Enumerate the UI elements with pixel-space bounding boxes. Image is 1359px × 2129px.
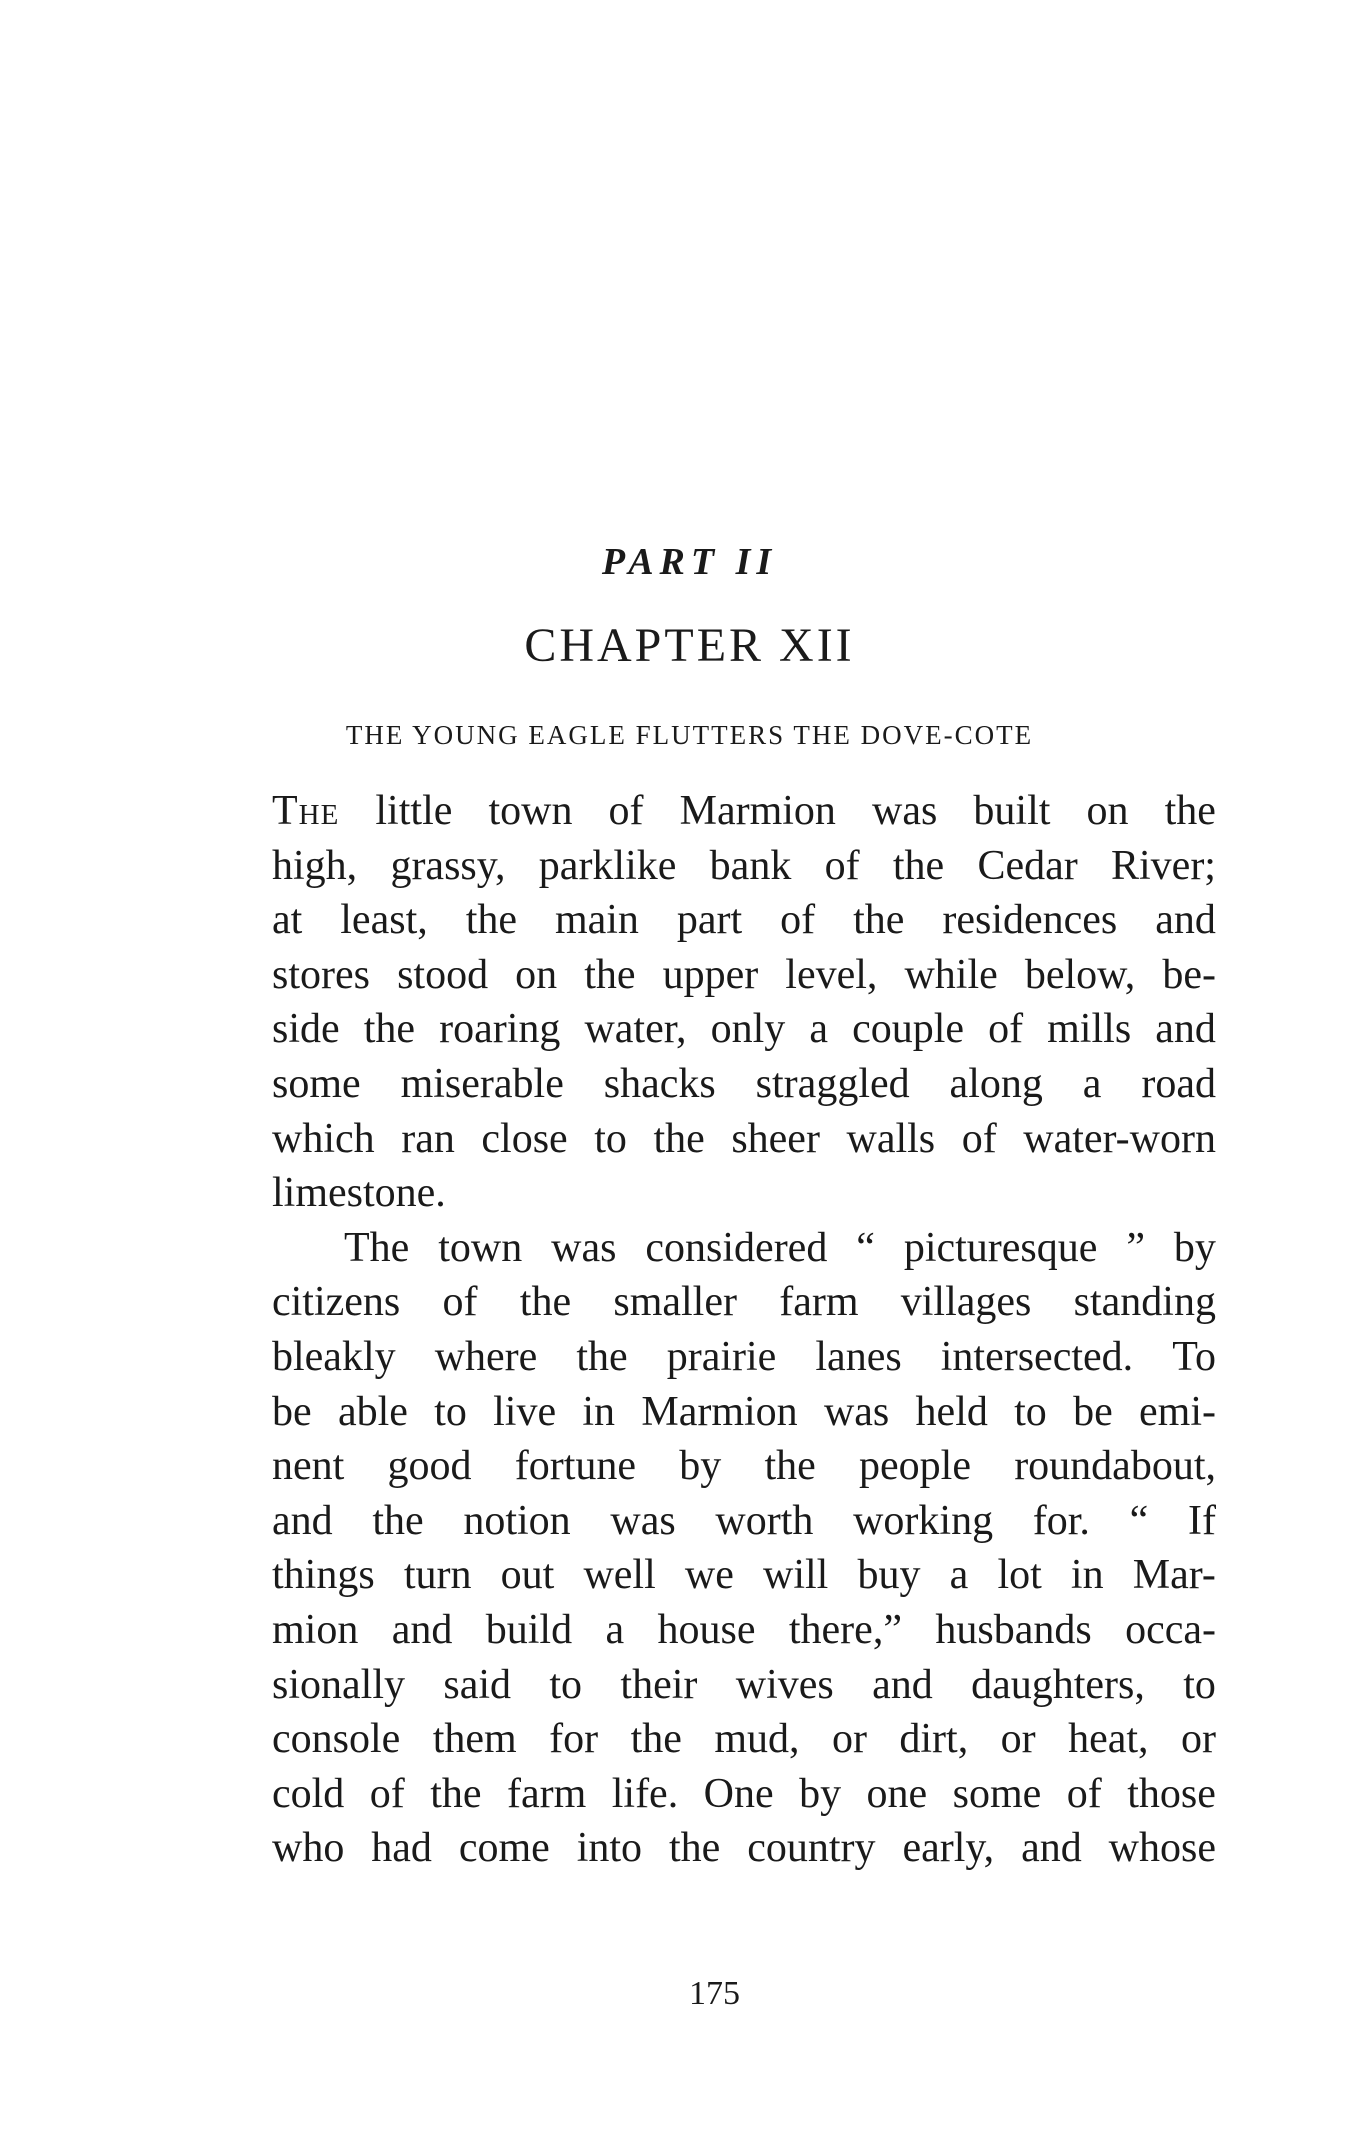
text-line: stores stood on the upper level, while below, be-	[272, 951, 1216, 998]
text-line: things turn out well we will buy a lot in Mar-	[272, 1552, 1216, 1599]
text-line: which ran close to the sheer walls of water-worn	[272, 1115, 1216, 1162]
part-heading: PART II	[601, 541, 778, 583]
text-line: The little town of Marmion was built on the	[272, 784, 1216, 839]
text-line: bleakly where the prairie lanes intersected. To	[272, 1333, 1216, 1380]
text-line: side the roaring water, only a couple of mills and	[272, 1006, 1216, 1053]
chapter-title: THE YOUNG EAGLE FLUTTERS THE DOVE-COTE	[345, 720, 1034, 750]
text-line: limestone.	[272, 1170, 446, 1217]
text-line: sionally said to their wives and daughters, to	[272, 1661, 1216, 1708]
lead-word: The	[272, 788, 340, 834]
text-line: high, grassy, parklike bank of the Cedar River;	[272, 842, 1216, 889]
text-line: nent good fortune by the people roundabout,	[272, 1443, 1216, 1490]
text-line: console them for the mud, or dirt, or heat, or	[272, 1716, 1216, 1763]
page-number: 175	[689, 1975, 740, 2012]
text-line: at least, the main part of the residences and	[272, 897, 1216, 944]
text-line: who had come into the country early, and whose	[272, 1825, 1216, 1872]
text-line: and the notion was worth working for. “ If	[272, 1497, 1216, 1544]
chapter-heading: CHAPTER XII	[524, 619, 855, 672]
paragraph	[272, 784, 1216, 1221]
text-line: some miserable shacks straggled along a road	[272, 1060, 1216, 1107]
paragraph	[272, 1221, 1216, 1876]
text-line: The town was considered “ picturesque ” by	[344, 1224, 1216, 1271]
text-line: mion and build a house there,” husbands occa-	[272, 1606, 1216, 1653]
text-line: be able to live in Marmion was held to be emi-	[272, 1388, 1216, 1435]
chapter-body	[272, 784, 1216, 1876]
text-line: citizens of the smaller farm villages standing	[272, 1279, 1216, 1326]
text-line: cold of the farm life. One by one some of those	[272, 1770, 1216, 1817]
